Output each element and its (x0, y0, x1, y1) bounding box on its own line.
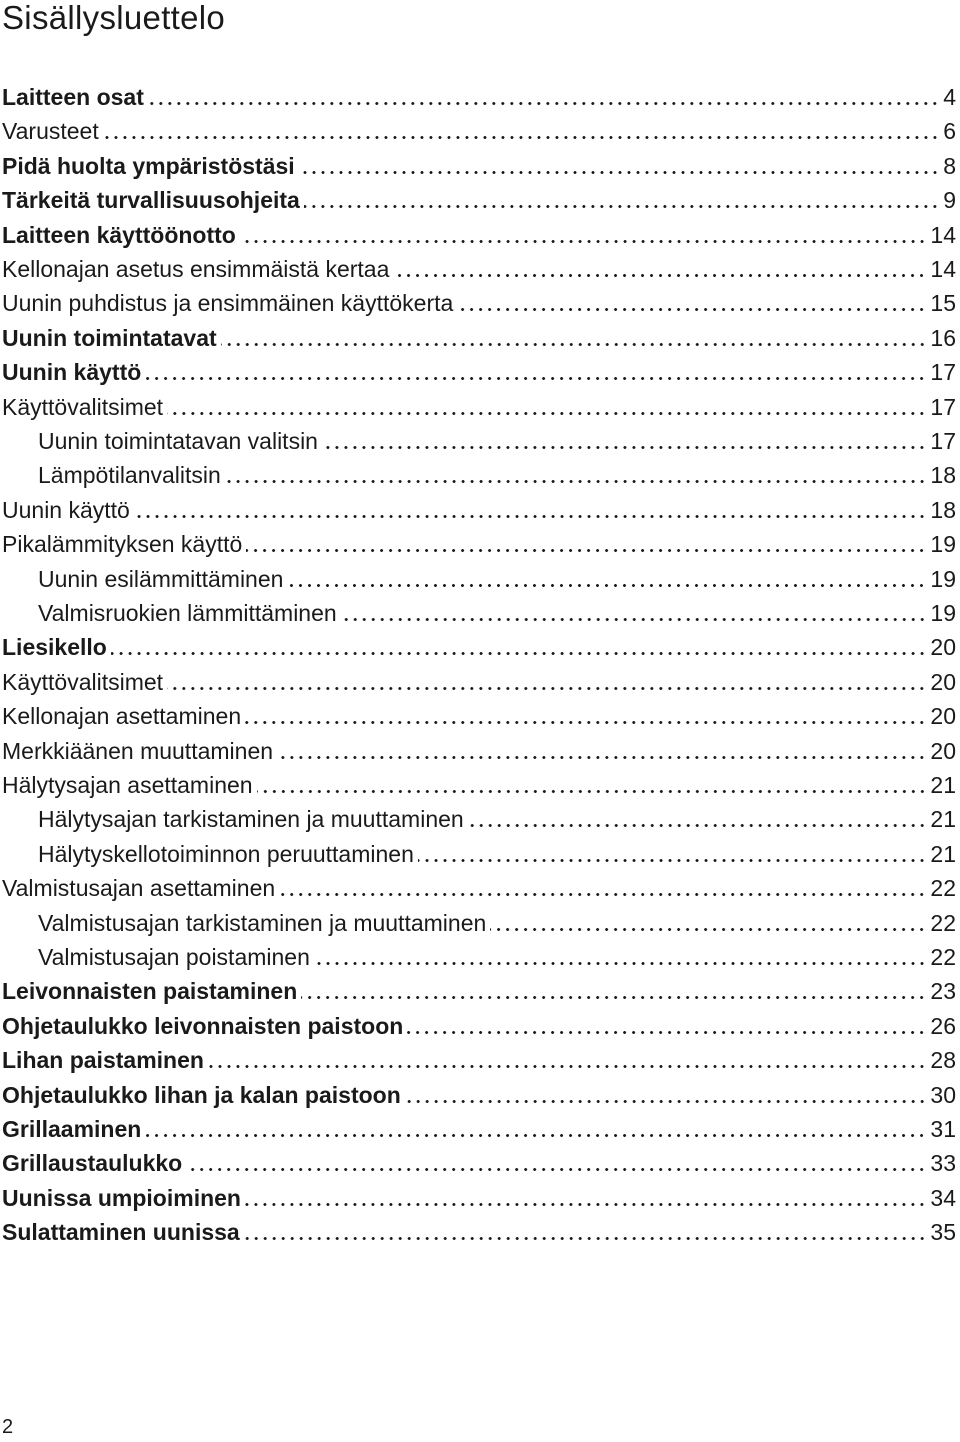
toc-entry-page: 9 (943, 187, 956, 214)
dot-leader (301, 996, 926, 999)
toc-entry[interactable] (2, 185, 956, 215)
toc-entry[interactable] (38, 804, 956, 834)
dot-leader (245, 721, 926, 724)
toc-entry-title: Varusteet (2, 118, 99, 145)
toc-entry-page: 23 (930, 978, 956, 1005)
toc-entry[interactable] (2, 392, 956, 422)
toc-entry[interactable] (2, 288, 956, 318)
toc-entry[interactable] (2, 1011, 956, 1041)
toc-entry[interactable] (2, 701, 956, 731)
toc-entry-page: 31 (930, 1116, 956, 1142)
toc-entry-page: 20 (930, 703, 956, 730)
toc-entry-title: Uunin toimintatavat (2, 324, 217, 351)
toc-entry-title: Uunin puhdistus ja ensimmäinen käyttökerta (2, 290, 454, 317)
toc-entry[interactable] (2, 1045, 956, 1075)
toc-entry[interactable] (38, 598, 956, 628)
toc-entry-title: Kellonajan asetus ensimmäistä kertaa (2, 256, 390, 282)
toc-entry[interactable] (2, 667, 956, 697)
toc-entry-page: 28 (930, 1047, 956, 1074)
toc-entry[interactable] (2, 1183, 956, 1213)
toc-entry-title: Uunin toimintatavan valitsin (38, 428, 318, 454)
toc-entry-title: Uunin käyttö (2, 496, 130, 523)
toc-entry[interactable] (2, 323, 956, 353)
dot-leader (103, 136, 939, 139)
toc-entry-title: Valmistusajan asettaminen (2, 875, 276, 902)
toc-entry-title: Uunissa umpioiminen (2, 1184, 241, 1211)
dot-leader (111, 652, 927, 655)
toc-entry-page: 22 (930, 875, 956, 902)
toc-entry[interactable] (38, 839, 956, 869)
dot-leader (468, 824, 927, 827)
toc-entry-page: 26 (930, 1012, 956, 1039)
toc-entry[interactable] (2, 976, 956, 1006)
dot-leader (145, 1134, 926, 1137)
toc-entry-title: Lihan paistaminen (2, 1047, 204, 1074)
toc-entry[interactable] (2, 1114, 956, 1144)
dot-leader (134, 515, 927, 518)
toc-entry-page: 35 (930, 1219, 956, 1246)
dot-leader (407, 1031, 926, 1034)
toc-entry-title: Hälytysajan asettaminen (2, 772, 253, 798)
dot-leader (279, 893, 926, 896)
toc-entry-page: 19 (930, 565, 956, 592)
toc-entry-page: 8 (943, 152, 956, 179)
toc-entry-title: Uunin käyttö (2, 359, 142, 386)
dot-leader (257, 790, 927, 793)
toc-entry-title: Uunin esilämmittäminen (38, 565, 284, 592)
dot-leader (457, 308, 926, 311)
dot-leader (277, 756, 926, 759)
toc-entry[interactable] (38, 460, 956, 490)
toc-entry-title: Liesikello (2, 634, 107, 661)
toc-entry[interactable] (2, 873, 956, 903)
toc-entry-title: Lämpötilanvalitsin (38, 462, 221, 489)
toc-entry[interactable] (2, 770, 956, 800)
dot-leader (246, 549, 926, 552)
dot-leader (186, 1168, 926, 1171)
toc-entry[interactable] (2, 254, 956, 284)
toc-entry-page: 33 (930, 1150, 956, 1177)
toc-entry-title: Valmisruokien lämmittäminen (38, 600, 337, 626)
toc-entry-page: 16 (930, 324, 956, 351)
dot-leader (490, 928, 926, 931)
toc-entry[interactable] (2, 1148, 956, 1178)
toc-entry[interactable] (38, 942, 956, 972)
dot-leader (145, 377, 926, 380)
toc-entry-page: 20 (930, 737, 956, 764)
toc-entry-title: Käyttövalitsimet (2, 668, 164, 695)
toc-entry-title: Kellonajan asettaminen (2, 703, 242, 730)
toc-entry-title: Valmistusajan tarkistaminen ja muuttaminen (38, 909, 487, 936)
toc-entry-title: Grillaustaulukko (2, 1150, 183, 1177)
toc-entry-page: 17 (930, 359, 956, 386)
toc-entry[interactable] (2, 151, 956, 181)
toc-entry-page: 17 (930, 428, 956, 454)
dot-leader (314, 962, 927, 965)
toc-entry-page: 18 (930, 462, 956, 489)
toc-entry-title: Tärkeitä turvallisuusohjeita (2, 187, 300, 214)
dot-leader (148, 102, 939, 105)
dot-leader (221, 343, 927, 346)
toc-entry-page: 14 (930, 221, 956, 248)
dot-leader (287, 584, 926, 587)
dot-leader (167, 687, 926, 690)
toc-entry[interactable] (38, 426, 956, 456)
toc-entry[interactable] (2, 736, 956, 766)
toc-entry-page: 22 (930, 944, 956, 970)
toc-entry-title: Pikalämmityksen käyttö (2, 531, 243, 558)
toc-entry-title: Pidä huolta ympäristöstäsi (2, 152, 295, 179)
toc-entry[interactable] (2, 495, 956, 525)
page-number: 2 (2, 1416, 14, 1438)
toc-entry[interactable] (2, 357, 956, 387)
toc-entry[interactable] (2, 116, 956, 146)
toc-entry[interactable] (2, 1217, 956, 1247)
toc-entry[interactable] (2, 529, 956, 559)
toc-entry-page: 21 (930, 806, 956, 833)
dot-leader (341, 618, 927, 621)
dot-leader (244, 1237, 927, 1240)
toc-entry[interactable] (38, 908, 956, 938)
dot-leader (393, 274, 926, 277)
toc-entry-page: 21 (930, 772, 956, 798)
dot-leader (418, 859, 927, 862)
toc-entry-title: Leivonnaisten paistaminen (2, 978, 298, 1005)
toc-entry-page: 21 (930, 840, 956, 867)
dot-leader (208, 1065, 926, 1068)
toc-entry[interactable] (2, 82, 956, 112)
toc-entry-title: Grillaaminen (2, 1116, 142, 1142)
toc-entry-page: 18 (930, 496, 956, 523)
page-title: Sisällysluettelo (2, 0, 226, 36)
toc-entry-page: 6 (943, 118, 956, 145)
toc-entry-title: Merkkiäänen muuttaminen (2, 737, 274, 764)
toc-entry[interactable] (2, 632, 956, 662)
toc-entry-title: Ohjetaulukko lihan ja kalan paistoon (2, 1081, 401, 1108)
toc-entry-page: 15 (930, 290, 956, 317)
toc-entry-page: 19 (930, 600, 956, 626)
toc-entry-page: 22 (930, 909, 956, 936)
dot-leader (299, 171, 940, 174)
dot-leader (245, 1203, 926, 1206)
toc-entry[interactable] (38, 564, 956, 594)
toc-entry-page: 14 (930, 256, 956, 282)
toc-entry-title: Käyttövalitsimet (2, 393, 164, 420)
toc-entry-page: 20 (930, 668, 956, 695)
toc-entry-page: 20 (930, 634, 956, 661)
dot-leader (322, 446, 926, 449)
dot-leader (405, 1100, 927, 1103)
toc-entry-title: Sulattaminen uunissa (2, 1219, 240, 1246)
toc-entry-title: Valmistusajan poistaminen (38, 944, 310, 970)
toc-entry-page: 30 (930, 1081, 956, 1108)
toc-entry[interactable] (2, 220, 956, 250)
toc-entry-page: 4 (943, 84, 956, 110)
toc-entry-page: 19 (930, 531, 956, 558)
toc-entry-title: Laitteen käyttöönotto (2, 221, 236, 248)
dot-leader (225, 480, 927, 483)
toc-entry-title: Hälytysajan tarkistaminen ja muuttaminen (38, 806, 464, 833)
toc-entry-title: Ohjetaulukko leivonnaisten paistoon (2, 1012, 404, 1039)
toc-entry-page: 17 (930, 393, 956, 420)
dot-leader (240, 240, 927, 243)
toc-entry[interactable] (2, 1080, 956, 1110)
dot-leader (167, 412, 926, 415)
toc-entry-title: Laitteen osat (2, 84, 144, 110)
toc-entry-title: Hälytyskellotoiminnon peruuttaminen (38, 840, 414, 867)
dot-leader (304, 205, 939, 208)
toc-entry-page: 34 (930, 1184, 956, 1211)
